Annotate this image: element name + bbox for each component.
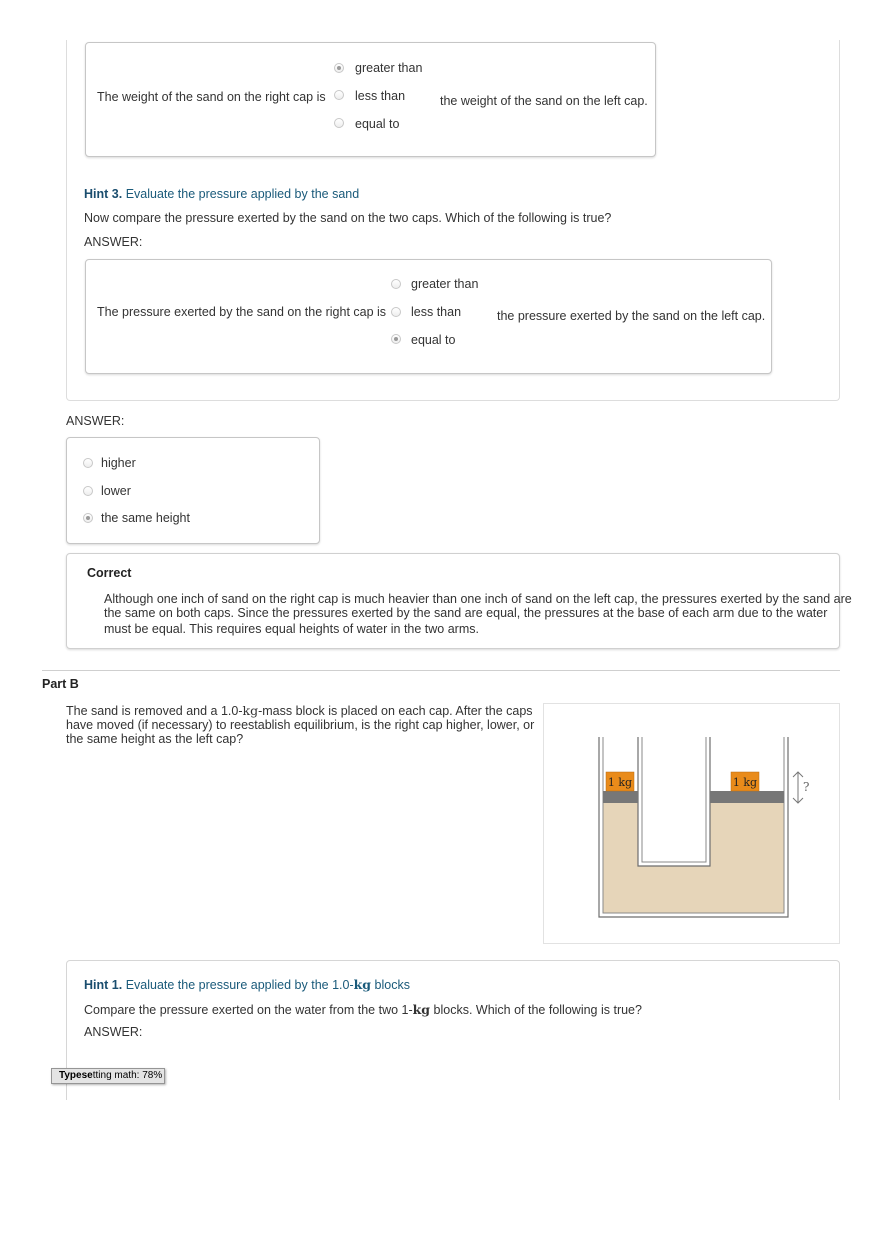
hint3-answer-label: ANSWER:: [84, 235, 143, 249]
u-tube-figure: [543, 703, 840, 944]
right-block-label: 1 kg: [732, 776, 758, 789]
weight-question-prefix: The weight of the sand on the right cap is: [97, 90, 326, 104]
weight-radio-less[interactable]: [334, 90, 344, 100]
hint1-text: [84, 1002, 642, 1017]
pressure-question-prefix: The pressure exerted by the sand on the right cap is: [97, 305, 387, 319]
pressure-radio-less[interactable]: [391, 307, 401, 317]
hint3-text: Now compare the pressure exerted by the sand on the two caps. Which of the following is true?: [84, 211, 612, 225]
hint1-title-pre: Evaluate the pressure applied by the 1.0-: [125, 978, 354, 992]
right-cap: [710, 791, 784, 803]
height-arrow: [793, 772, 803, 803]
pressure-question-suffix: the pressure exerted by the sand on the left cap.: [497, 309, 766, 323]
hint3-title[interactable]: [84, 187, 359, 201]
answer-radio-higher[interactable]: [83, 458, 93, 468]
part-b-q1-pre: The sand is removed and a 1.0-: [66, 704, 243, 718]
hint3-title-text: Evaluate the pressure applied by the sand: [125, 187, 360, 201]
water-fill: [603, 803, 784, 913]
correct-feedback-box: [66, 553, 852, 649]
correct-line-2: the same on both caps. Since the pressures exerted by the sand are equal, the pressures at the base of each arm due to the water: [104, 606, 828, 620]
pressure-option-less: less than: [411, 305, 462, 319]
weight-option-equal: equal to: [355, 117, 400, 131]
part-b-q1-unit: kg: [242, 703, 259, 718]
pressure-question-box: [85, 259, 772, 374]
hint1-text-pre: Compare the pressure exerted on the water from the two 1-: [84, 1003, 413, 1017]
part-b-question-line-3: the same height as the left cap?: [66, 732, 244, 746]
weight-question-box: [85, 42, 656, 157]
left-block-label: 1 kg: [607, 776, 633, 789]
pressure-option-equal: equal to: [411, 333, 456, 347]
pressure-option-greater: greater than: [411, 277, 479, 291]
part-b-question-line-1: [66, 703, 533, 718]
part-b-question-line-2: have moved (if necessary) to reestablish equilibrium, is the right cap higher, lower, or: [66, 718, 535, 732]
weight-question-suffix: the weight of the sand on the left cap.: [440, 94, 648, 108]
answer-option-higher: higher: [101, 456, 136, 470]
hint1-answer-label: ANSWER:: [84, 1025, 143, 1039]
hint1-text-post: blocks. Which of the following is true?: [433, 1003, 642, 1017]
correct-line-1: Although one inch of sand on the right cap is much heavier than one inch of sand on the left cap, the pressures exerted by the sand are: [104, 592, 852, 606]
part-b-q1-post: -mass block is placed on each cap. After the caps: [258, 704, 533, 718]
weight-option-greater: greater than: [355, 61, 423, 75]
typesetting-bold: Typese: [59, 1070, 93, 1081]
answer-radio-lower[interactable]: [83, 486, 93, 496]
left-cap: [603, 791, 638, 803]
hint3-label: Hint 3.: [84, 187, 123, 201]
answer-option-lower: lower: [101, 484, 131, 498]
typesetting-indicator: [51, 1068, 165, 1084]
correct-line-3: must be equal. This requires equal heights of water in the two arms.: [104, 622, 479, 636]
part-a-answer-label: ANSWER:: [66, 414, 125, 428]
weight-option-less: less than: [355, 89, 406, 103]
pressure-radio-greater[interactable]: [391, 279, 401, 289]
answer-option-same: the same height: [101, 511, 190, 525]
hint1-title[interactable]: [84, 977, 410, 992]
question-mark: ?: [803, 780, 810, 794]
part-b-title: Part B: [42, 677, 79, 691]
hint1-text-unit: kg: [412, 1002, 431, 1017]
u-tube-drawing: [544, 704, 841, 945]
weight-radio-greater[interactable]: [334, 63, 344, 73]
typesetting-rest: tting math: 78%: [92, 1070, 163, 1081]
weight-radio-equal[interactable]: [334, 118, 344, 128]
answer-radio-same[interactable]: [83, 513, 93, 523]
pressure-radio-equal[interactable]: [391, 334, 401, 344]
inner-wall: [638, 737, 710, 866]
inner-wall-inner: [642, 737, 706, 862]
hint1-title-post: blocks: [374, 978, 410, 992]
hint1-title-unit: kg: [353, 977, 372, 992]
part-a-answer-box: [66, 437, 320, 544]
hint1-label: Hint 1.: [84, 978, 123, 992]
part-divider: [42, 670, 840, 671]
correct-title: Correct: [87, 566, 132, 580]
